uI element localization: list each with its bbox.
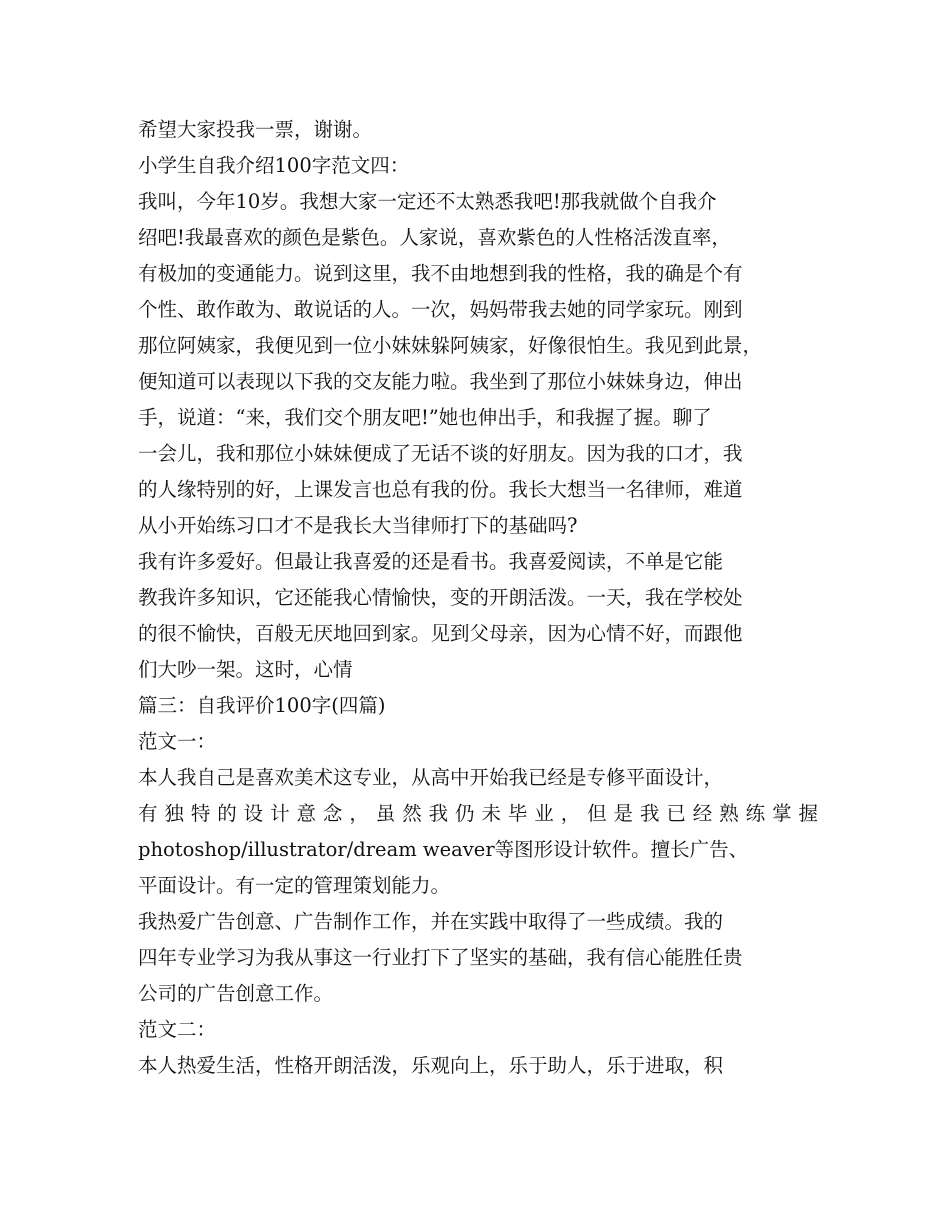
text-line: photoshop/illustrator/dream weaver等图形设计软件。擅长广告、	[138, 838, 749, 861]
section-heading: 篇三：自我评价100字(四篇)	[138, 694, 386, 717]
text-line: 我叫，今年10岁。我想大家一定还不太熟悉我吧!那我就做个自我介	[138, 190, 717, 213]
text-line: 便知道可以表现以下我的交友能力啦。我坐到了那位小妹妹身边，伸出	[138, 370, 743, 393]
text-line: 们大吵一架。这时，心情	[138, 658, 353, 681]
text-line: 绍吧!我最喜欢的颜色是紫色。人家说，喜欢紫色的人性格活泼直率，	[138, 226, 731, 249]
text-line: 从小开始练习口才不是我长大当律师打下的基础吗?	[138, 514, 578, 537]
text-line: 希望大家投我一票，谢谢。	[138, 118, 373, 141]
text-line: 的人缘特别的好，上课发言也总有我的份。我长大想当一名律师，难道	[138, 478, 743, 501]
text-line: 个性、敢作敢为、敢说话的人。一次，妈妈带我去她的同学家玩。刚到	[138, 298, 743, 321]
text-line: 我热爱广告创意、广告制作工作，并在实践中取得了一些成绩。我的	[138, 910, 724, 933]
text-line: 有独特的设计意念，虽然我仍未毕业，但是我已经熟练掌握	[138, 802, 818, 825]
text-line: 有极加的变通能力。说到这里，我不由地想到我的性格，我的确是个有	[138, 262, 743, 285]
text-line: 教我许多知识，它还能我心情愉快，变的开朗活泼。一天，我在学校处	[138, 586, 743, 609]
text-line: 公司的广告创意工作。	[138, 982, 334, 1005]
text-line: 的很不愉快，百般无厌地回到家。见到父母亲，因为心情不好，而跟他	[138, 622, 743, 645]
text-line: 四年专业学习为我从事这一行业打下了坚实的基础，我有信心能胜任贵	[138, 946, 743, 969]
text-line: 本人热爱生活，性格开朗活泼，乐观向上，乐于助人，乐于进取，积	[138, 1054, 724, 1077]
text-line: 手，说道：“来，我们交个朋友吧!”她也伸出手，和我握了握。聊了	[138, 406, 712, 429]
subsection-heading: 范文二：	[138, 1018, 217, 1041]
text-line: 我有许多爱好。但最让我喜爱的还是看书。我喜爱阅读，不单是它能	[138, 550, 724, 573]
text-line: 平面设计。有一定的管理策划能力。	[138, 874, 451, 897]
text-line: 本人我自己是喜欢美术这专业，从高中开始我已经是专修平面设计，	[138, 766, 724, 789]
text-line: 那位阿姨家，我便见到一位小妹妹躲阿姨家，好像很怕生。我见到此景，	[138, 334, 763, 357]
subsection-heading: 范文一：	[138, 730, 217, 753]
text-line: 一会儿，我和那位小妹妹便成了无话不谈的好朋友。因为我的口才，我	[138, 442, 743, 465]
text-line: 小学生自我介绍100字范文四：	[138, 154, 410, 177]
